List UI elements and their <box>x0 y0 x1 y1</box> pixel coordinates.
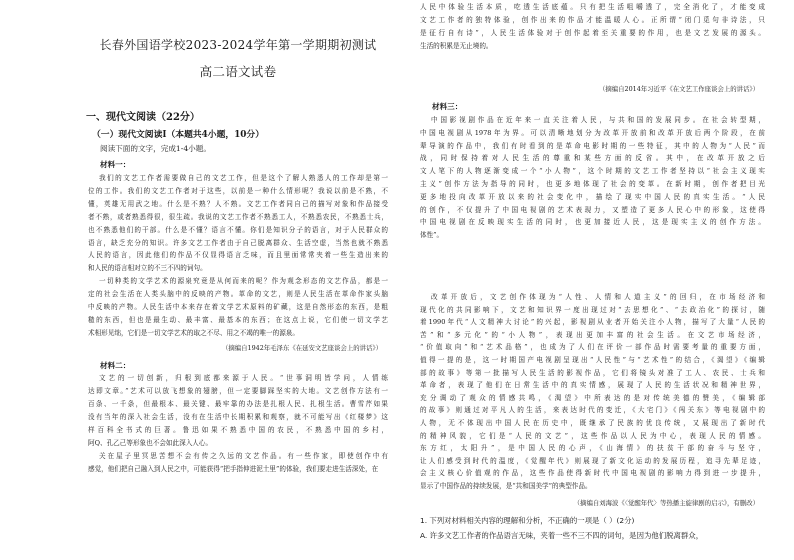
text-line: 显示了中国作品的持续发展，是“共和国美学”的典型作品。 <box>420 482 592 490</box>
text-line: 样百科全书式的巨著。鲁迅如果不熟悉中国的农民，不熟悉中国的乡村， <box>88 426 388 434</box>
text-line: 改革开放后，文艺创作体现为“人性、人情和人道主义”的回归，在市场经济和 <box>431 293 765 301</box>
text-line: 战，同时保持着对人民生活的尊重和某些方面的反省。其中，在改革开放之后 <box>420 154 765 163</box>
text-line: 术相形见绌，它们是一切文学艺术的取之不尽、用之不竭的唯一的源泉。 <box>88 328 299 337</box>
material3-source: （摘编自刘海波《〈觉醒年代〉等热播主旋律剧的启示》，有删改） <box>573 499 759 507</box>
material2-source: （摘编自2014年习近平《在文艺工作座谈会上的讲话》） <box>598 85 759 93</box>
text-line: 会主义核心价值观的作品，这些作品使得新时代中国电视剧的影响力得到进一步提升， <box>420 469 765 478</box>
section-heading: 一、现代文阅读（22分） <box>86 112 200 123</box>
text-line: 中反映的产物。人民生活中本来存在着文学艺术原料的矿藏，这是自然形态的东西，是粗 <box>88 303 388 311</box>
text-line: 文艺工作者的独特体验，创作出来的作品才能温暖人心。正所谓“闭门觅句非诗法，只 <box>420 16 765 24</box>
text-line: 文人笔下的人物逐渐变成一个“小人物”，这个时期的文艺工作者坚持以“社会主义现实 <box>420 167 765 176</box>
text-line: 中国电视剧在反映现实生活的同时，也更加接近人民，这是现实主义的创作方法。 <box>420 218 765 227</box>
text-line: 的精神风貌，它们是“人民的文艺”，这些作品以人民为中心，表现人民的情感。 <box>420 431 765 440</box>
text-line: 达即文章。”艺术可以放飞想象的翅膀，但一定要脚踩坚实的大地。文艺创作方法有一 <box>88 387 388 395</box>
text-line: 我们的文艺工作者需要做自己的文艺工作，但是这个了解人熟悉人的工作却是第一 <box>99 174 388 182</box>
text-line: 充分调动了观众的情感共鸣，《渴望》中所表达的是对传统美德的赞美，《编辑部 <box>420 393 765 402</box>
text-line: 体性”。 <box>420 231 444 240</box>
text-line: 百条、一千条，但最根本、最关键、最牢靠的办法是扎根人民、扎根生活。曹雪芹如果 <box>88 400 388 408</box>
text-line: 阿Q、孔乙己等形象也不会如此深入人心。 <box>88 439 213 447</box>
text-line: “价值取向”和“艺术品格”，也成为了人们在评价一部作品时需要考量的重要方面， <box>420 343 765 352</box>
text-line: 着1990年代“人文精神大讨论”的兴起，影视剧从业者开始关注小人物，描写了大量“人民的 <box>420 318 765 327</box>
text-line: 糙的东西，但也是最生动、最丰富、最基本的东西；在这点上说，它们使一切文学艺 <box>88 315 388 324</box>
text-line: 东方红，太阳升”，是中国人民的心声，《山海情》的扶贫干部的奋斗与坚守， <box>420 444 765 453</box>
text-line: 值得一提的是，这一时期国产电视剧呈现出“人民性”与“艺术性”的结合，《渴望》《编辑 <box>420 356 765 364</box>
text-line: 部的故事》等第一批描写人民生活的影视作品，它们将镜头对准了工人、农民、士兵和 <box>420 368 765 377</box>
text-line: 更多地投向改革开放以来的社会变化中，描绘了现实中国人民的真实生活。“人民 <box>420 192 765 201</box>
text-line: 现代化的共同影响下，文艺和知识界一度出现过对“去思想化”、“去政治化”的探讨，随 <box>420 305 765 314</box>
text-line: 一切种类的文学艺术的源泉究竟是从何而来的呢？作为观念形态的文艺作品，都是一 <box>99 277 388 286</box>
text-line: 中国影视剧作品在近年来一直关注着人民，与共和国的发展同步。在社会转型期， <box>431 116 765 124</box>
material3-label: 材料三： <box>432 102 463 111</box>
text-line: 苦”和“多元化”的“小人物”，表现出更加丰富的社会生活。在文艺市场经济， <box>420 330 765 339</box>
text-line: 主义”创作方法为指导的同时，也更多地体现了社会的变革。在新时期，创作者把目光 <box>420 180 765 188</box>
text-line: 文艺的一切创新，归根到底都来源于人民。“世事洞明皆学问，人情练 <box>99 374 388 382</box>
text-line: 人民的语言，因此他们的作品不仅显得语言乏味，而且里面常常夹着一些生造出来的 <box>88 251 388 260</box>
material1-source: （摘编自1942年毛泽东《在延安文艺座谈会上的讲话》） <box>221 344 382 352</box>
text-line: 也不熟悉他们的干部。什么是不懂？语言不懂。你们是知识分子的语言，对于人民群众的 <box>88 225 388 234</box>
text-line: 革命者，表现了他们在日常生活中的真实情感，展现了人民的生活状况和精神世界， <box>420 381 765 390</box>
text-line: 的创作，不仅提升了中国电视剧的艺术表现力，又塑造了更多人民心中的形象，这使得 <box>420 205 765 214</box>
text-line: 定的社会生活在人类头脑中的反映的产物。革命的文艺，则是人民生活在革命作家头脑 <box>88 290 388 299</box>
instruction-text: 阅读下面的文字，完成1-4小题。 <box>100 144 211 153</box>
text-line: 没有当年的深入社会生活，没有在生活中长期积累和观察，就不可能写出《红楼梦》这 <box>88 413 388 421</box>
text-line: 中国电视剧从1978年为界。可以清晰地划分为改革开放前和改革开放后两个阶段，在前 <box>420 128 765 137</box>
text-line: 辈导演的作品中，我们有时看到的是革命电影时期的一些特征，其中的人物为“人民”而 <box>420 141 765 150</box>
text-line: 是征行自有诗”，人民生活体验对于创作起着至关重要的作用，也是文艺发展的源头。 <box>420 29 765 37</box>
text-line: 位的工作。我们的文艺工作者对于这些，以前是一种什么情形呢？我说以前是不熟，不 <box>88 186 388 195</box>
text-line: 人民中体验生活本质，吃透生活底蕴。只有把生活咀嚼透了，完全消化了，才能变成 <box>420 3 765 11</box>
exam-subtitle: 高二语文试卷 <box>199 64 277 79</box>
text-line: 者不熟，或者熟悉得很，很生疏。我说的文艺工作者不熟悉工人，不熟悉农民，不熟悉士兵， <box>88 212 388 221</box>
text-line: 的故事》则通过对平凡人的生活，来表达时代的变迁，《大宅门》《闯关东》等电视剧中的 <box>420 406 765 415</box>
material2-label: 材料二： <box>100 361 131 370</box>
text-line: 生活的积累是无止境的。 <box>420 42 493 50</box>
section-subheading: （一）现代文阅读Ⅰ（本题共4小题，10分） <box>92 130 265 140</box>
text-line: 让人们感受到时代的温度，《觉醒年代》则展现了新文化运动的发展历程，追寻先辈足迹， <box>420 456 765 465</box>
text-line: 语言，缺乏充分的知识。许多文艺工作者由于自己脱离群众、生活空虚，当然也就不熟悉 <box>88 238 388 247</box>
text-line: 人物，无不体现出中国人民在历史中，既继承了民族的优良传统，又展现出了新时代 <box>420 419 765 427</box>
text-line: 懂，英雄无用武之地。什么是不熟？人不熟。文艺工作者同自己的描写对象和作品接受 <box>88 199 388 208</box>
text-line: 感觉，他们把自己融入到人民之中，可能获得“把手指伸进泥土里”的体验，我们要走进生活深处，在 <box>88 465 379 473</box>
text-line: 关在屋子里冥思苦想不会有传之久远的文艺作品。有一些作家，即使创作中有 <box>99 452 388 460</box>
material1-label: 材料一： <box>100 160 131 169</box>
text-line: 和人民的语言相对立的不三不四的词句。 <box>88 264 207 273</box>
question-1: 1. 下列对材料相关内容的理解和分析，不正确的一项是（ ）(2分) <box>420 516 635 525</box>
exam-title: 长春外国语学校2023-2024学年第一学期期初测试 <box>99 38 377 52</box>
question-1-option-a: A. 许多文艺工作者的作品语言无味，夹着一些不三不四的词句，是因为他们脱离群众， <box>420 531 704 540</box>
